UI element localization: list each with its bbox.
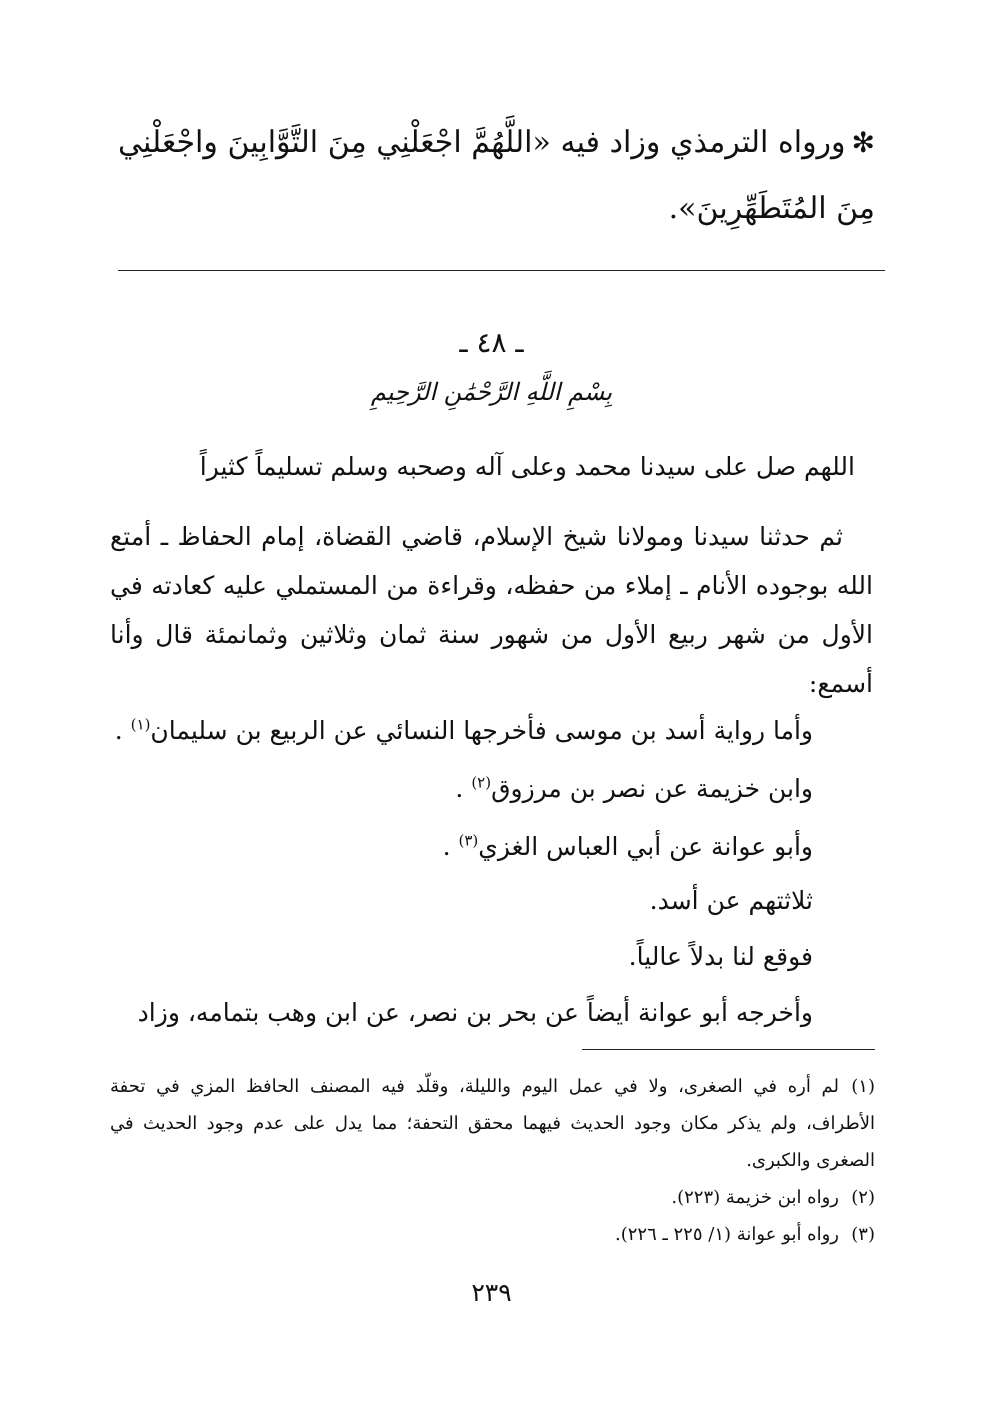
footnote-1-text: لم أره في الصغرى، ولا في عمل اليوم والليلة، وقلّد فيه المصنف الحافظ المزي في تحفة الأطراف، ولم يذكر مكان وجود الحديث فيهما محقق التحفة؛ مما يدل على عدم وجود الحديث في الصغرى والكبرى.: [110, 1076, 875, 1171]
asterisk-icon: ✻: [851, 126, 875, 159]
footnote-2-text: رواه ابن خزيمة (٢٢٣).: [671, 1187, 839, 1208]
footnote-ref-3[interactable]: (٣): [458, 831, 479, 850]
text-line-6: وأخرجه أبو عوانة أيضاً عن بحر بن نصر، عن ابن وهب بتمامه، وزاد: [137, 998, 813, 1027]
footnote-3-text: رواه أبو عوانة (١/ ٢٢٥ ـ ٢٢٦).: [615, 1224, 839, 1245]
top-paragraph-text: ورواه الترمذي وزاد فيه «اللَّهُمَّ اجْعَلْنِي مِنَ التَّوَّابِينَ واجْعَلْنِي مِنَ المُتَطَهِّرِينَ».: [118, 125, 875, 226]
text-line-2: [110, 764, 813, 813]
line-1-text: وأما رواية أسد بن موسى فأخرجها النسائي عن الربيع بن سليمان: [150, 716, 813, 745]
hadith-number: ـ ٤٨ ـ: [459, 326, 524, 359]
isnad-paragraph: [110, 512, 873, 708]
top-paragraph: [118, 110, 875, 242]
line-2-text: وابن خزيمة عن نصر بن مرزوق: [491, 774, 813, 803]
footnote-3-number: (٣): [851, 1224, 875, 1245]
salawat-text: اللهم صل على سيدنا محمد وعلى آله وصحبه وسلم تسليماً كثيراً: [199, 452, 855, 481]
line-1-end: .: [114, 716, 131, 745]
footnote-1: [110, 1068, 875, 1179]
footnote-2-number: (٢): [851, 1187, 875, 1208]
footnote-divider: [582, 1049, 875, 1050]
text-line-5: فوقع لنا بدلاً عالياً.: [628, 942, 813, 971]
footnote-ref-2[interactable]: (٢): [471, 773, 492, 792]
page-number: ٢٣٩: [471, 1278, 512, 1307]
isnad-text: ثم حدثنا سيدنا ومولانا شيخ الإسلام، قاضي القضاة، إمام الحفاظ ـ أمتع الله بوجوده الأنام ـ إملاء من حفظه، وقراءة من المستملي عليه كعادته في الأول من شهر ربيع الأول من شهور سنة ثمان وثلاثين وثمانمئة قال وأنا أسمع:: [110, 522, 873, 698]
section-divider: [118, 270, 885, 271]
footnote-ref-1[interactable]: (١): [130, 715, 151, 734]
text-line-1: [110, 706, 813, 755]
footnote-2: [110, 1179, 875, 1216]
salawat-line: [110, 442, 873, 491]
text-line-3: [110, 822, 813, 871]
footnote-1-number: (١): [851, 1076, 875, 1097]
basmala-heading: بِسْمِ اللَّهِ الرَّحْمَٰنِ الرَّحِيمِ: [370, 378, 613, 406]
text-line-4: ثلاثتهم عن أسد.: [649, 886, 813, 915]
line-3-text: وأبو عوانة عن أبي العباس الغزي: [478, 832, 813, 861]
footnotes: [110, 1068, 875, 1253]
line-3-end: .: [442, 832, 459, 861]
footnote-3: [110, 1216, 875, 1253]
line-2-end: .: [455, 774, 472, 803]
